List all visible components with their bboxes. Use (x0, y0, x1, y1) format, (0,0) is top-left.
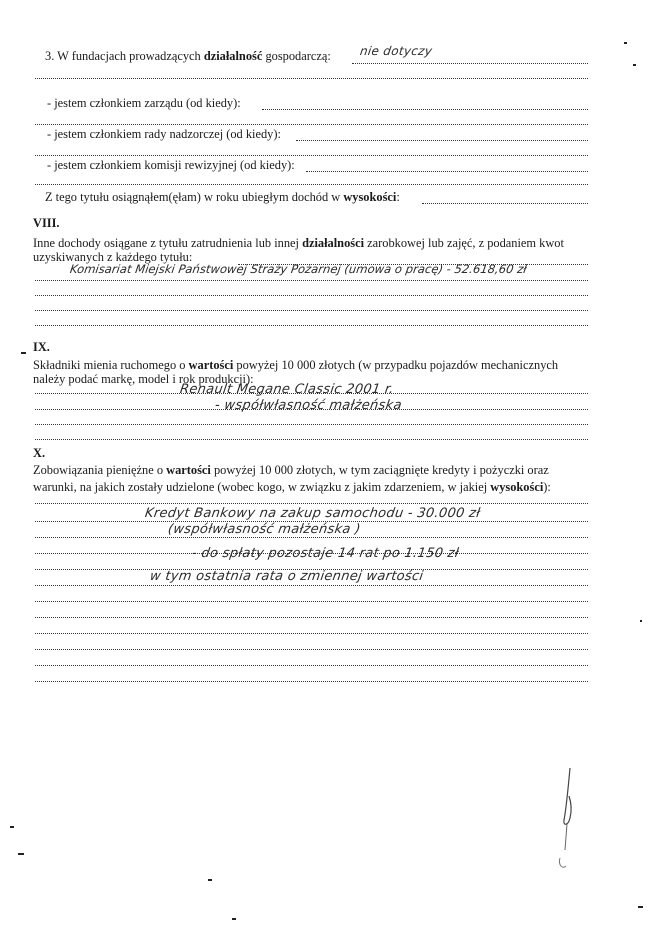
sec7-audit-label: - jestem członkiem komisji rewizyjnej (od kiedy): (47, 158, 295, 172)
sec7-foundations-answer: nie dotyczy (359, 44, 434, 58)
sec7-board-label: - jestem członkiem zarządu (od kiedy): (47, 96, 241, 110)
sec10-handwritten-4: w tym ostatnia rata o zmiennej wartości (148, 569, 425, 584)
sec8-line2: uzyskiwanych z każdego tytułu: (33, 250, 193, 264)
dotted-line (35, 617, 588, 618)
dotted-line (296, 140, 588, 141)
dotted-line (35, 601, 588, 602)
sec10-handwritten-3: - do spłaty pozostaje 14 rat po 1.150 zł (190, 546, 460, 561)
sec10-handwritten-1: Kredyt Bankowy na zakup samochodu - 30.000 zł (143, 506, 482, 521)
dotted-line (352, 63, 588, 64)
sec7-foundations-line: 3. W fundacjach prowadzących działalność gospodarczą: (45, 49, 331, 63)
dotted-line (35, 503, 588, 504)
dotted-line (35, 537, 588, 538)
dotted-line (35, 280, 588, 281)
scan-speck (640, 620, 642, 622)
scan-speck (633, 64, 636, 66)
dotted-line (35, 633, 588, 634)
sec9-heading: IX. (33, 340, 50, 354)
sec9-line1: Składniki mienia ruchomego o wartości powyżej 10 000 złotych (w przypadku pojazdów mechanicznych (33, 358, 559, 372)
scan-speck (208, 879, 212, 881)
sec8-handwritten-1: Komisariat Miejski Państwowej Straży Pożarnej (umowa o pracę) - 52.618,60 zł (69, 262, 528, 276)
dotted-line (35, 124, 588, 125)
dotted-line (35, 585, 588, 586)
scan-speck (232, 918, 236, 920)
scan-speck (18, 853, 24, 855)
signature-mark (540, 760, 600, 880)
dotted-line (35, 424, 588, 425)
dotted-line (35, 155, 588, 156)
sec10-line1: Zobowiązania pieniężne o wartości powyżej 10 000 złotych, w tym zaciągnięte kredyty i pożyczki oraz (33, 463, 549, 477)
sec9-line2: należy podać markę, model i rok produkcji): (33, 372, 254, 386)
sec9-handwritten-2: - współwłasność małżeńska (213, 398, 403, 413)
sec8-line1: Inne dochody osiągane z tytułu zatrudnienia lub innej działalności zarobkowej lub zajęć, z podaniem kwot (33, 236, 564, 250)
dotted-line (35, 681, 588, 682)
dotted-line (35, 325, 588, 326)
dotted-line (35, 665, 588, 666)
dotted-line (35, 78, 588, 79)
scan-speck (624, 42, 627, 44)
dotted-line (35, 184, 588, 185)
sec9-handwritten-1: Renault Megane Classic 2001 r. (178, 382, 395, 397)
dotted-line (306, 171, 588, 172)
sec10-handwritten-2: (współwłasność małżeńska ) (166, 522, 362, 537)
scan-speck (10, 826, 14, 828)
sec10-heading: X. (33, 446, 46, 460)
dotted-line (35, 310, 588, 311)
sec7-income-line: Z tego tytułu osiągnąłem(ęłam) w roku ubiegłym dochód w wysokości: (45, 190, 400, 204)
dotted-line (35, 649, 588, 650)
dotted-line (35, 295, 588, 296)
sec8-heading: VIII. (33, 216, 60, 230)
dotted-line (262, 109, 588, 110)
sec10-line2: warunki, na jakich zostały udzielone (wobec kogo, w związku z jakim zdarzeniem, w jakiej wysokości): (33, 480, 551, 494)
dotted-line (422, 203, 588, 204)
scan-speck (21, 352, 26, 354)
dotted-line (35, 439, 588, 440)
sec7-supervisory-label: - jestem członkiem rady nadzorczej (od kiedy): (47, 127, 281, 141)
scan-speck (638, 906, 643, 908)
